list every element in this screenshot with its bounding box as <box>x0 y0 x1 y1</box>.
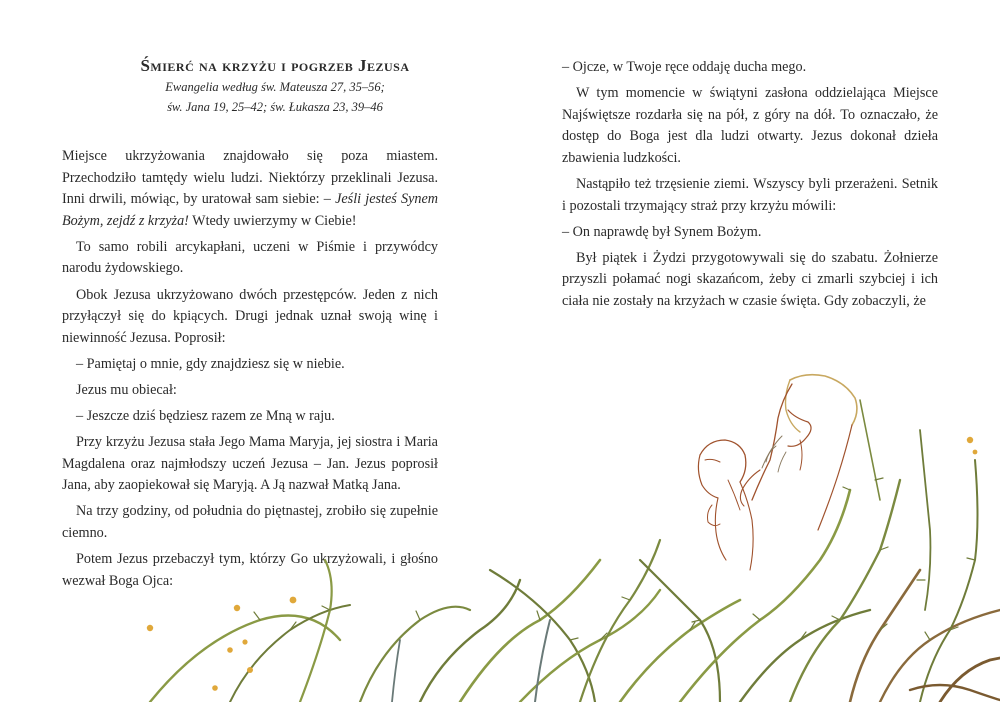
paragraph-4: – On naprawdę był Synem Bożym. <box>562 223 762 240</box>
paragraph-3: Nastąpiło też trzęsienie ziemi. Wszyscy byli przerażeni. Setnik i pozostali trzymający straż przy krzyżu mówili: <box>562 175 938 214</box>
chapter-title: Śmierć na krzyżu i pogrzeb Jezusa <box>140 56 410 75</box>
scripture-reference-2: św. Jana 19, 25–42; św. Łukasza 23, 39–46 <box>167 100 383 114</box>
chapter-heading <box>100 55 450 117</box>
paragraph-1: – Ojcze, w Twoje ręce oddaję ducha mego. <box>562 59 807 75</box>
paragraph-2: To samo robili arcykapłani, uczeni w Piśmie i przywódcy narodu żydowskiego. <box>62 238 438 277</box>
paragraph-8: Na trzy godziny, od południa do piętnastej, zrobiło się zupełnie ciemno. <box>62 503 438 541</box>
left-page-text <box>62 146 438 597</box>
paragraph-3: Obok Jezusa ukrzyżowano dwóch przestępców. Jeden z nich przyłączył się do kpiących. Drugi jednak uznał swoją winę i niewinność Jezusa. Poprosił: <box>62 286 438 346</box>
paragraph-5: Był piątek i Żydzi przygotowywali się do szabatu. Żołnierze przyszli połamać nogi skazańcom, żeby ci zmarli szybciej i ich ciała nie zostały na krzyżach w czasie święta. Gdy zobaczyli, że <box>562 249 938 309</box>
paragraph-9: Potem Jezus przebaczył tym, którzy Go ukrzyżowali, i głośno wezwał Boga Ojca: <box>62 551 438 589</box>
paragraph-4: – Pamiętaj o mnie, gdy znajdziesz się w niebie. <box>76 355 345 372</box>
paragraph-6: – Jeszcze dziś będziesz razem ze Mną w raju. <box>76 408 335 425</box>
right-page <box>500 0 1000 702</box>
paragraph-7: Przy krzyżu Jezusa stała Jego Mama Maryja, jej siostra i Maria Magdalena oraz najmłodszy uczeń Jezusa – Jan. Jezus poprosił Jana, aby zaopiekował się Maryją. A Ją nazwał Matką Jana. <box>62 434 438 494</box>
paragraph-1: Miejsce ukrzyżowania znajdowało się poza miastem. Przechodziło tamtędy wielu ludzi. Niektórzy przeklinali Jezusa. Inni drwili, mówiąc, by uratował sam siebie: – Jeśli jesteś Synem Bożym, zejdź z krzyża! Wtedy uwierzymy w Ciebie! <box>62 148 439 229</box>
paragraph-5: Jezus mu obiecał: <box>76 381 177 398</box>
paragraph-2: W tym momencie w świątyni zasłona oddzielająca Miejsce Najświętsze rozdarła się na pół, z góry na dół. To oznaczało, że dostęp do Boga jest dla ludzi otwarty. Jezus dokonał dzieła zbawienia ludzkości. <box>562 85 938 166</box>
right-page-text <box>562 57 938 317</box>
scripture-reference-1: Ewangelia według św. Mateusza 27, 35–56; <box>165 80 385 94</box>
mocking-quote: Jeśli jesteś Synem Bożym, zejdź z krzyża! <box>62 191 439 229</box>
